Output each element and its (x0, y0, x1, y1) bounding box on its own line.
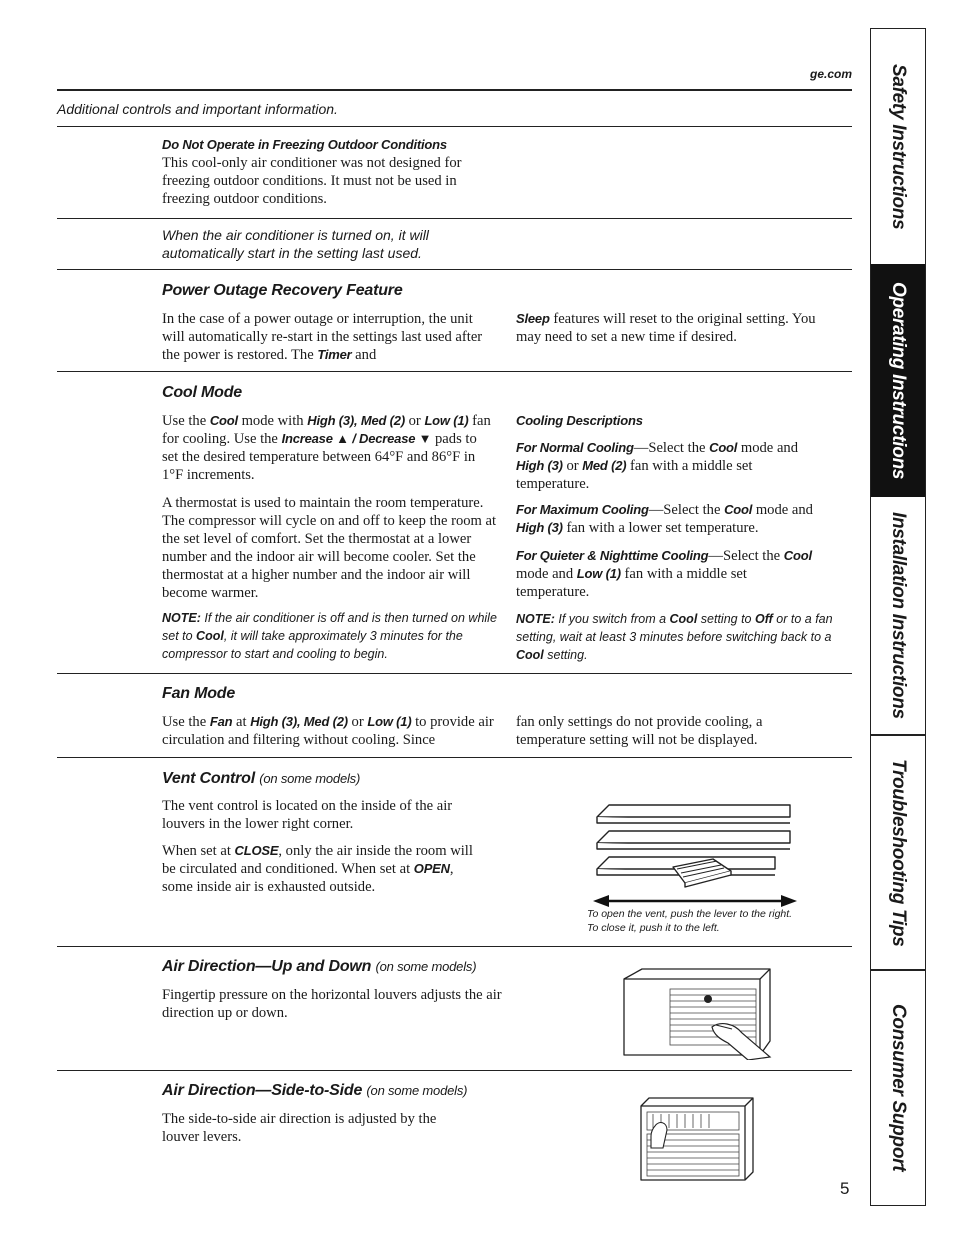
page-number: 5 (840, 1179, 850, 1198)
section-tabs (870, 28, 926, 1206)
cool-p2: A thermostat is used to maintain the room temperature. The compressor will cycle on and off to keep the room at the set level of comfort. Set the thermostat at a lower number and the indoor air will become cooler. Set the thermostat at a higher number and the indoor air will become warmer. (162, 495, 497, 601)
vent-p2: When set at CLOSE, only the air inside the room will be circulated and conditioned. When set at OPEN, some inside air is exhausted outside. (162, 843, 473, 895)
updown-illustration (620, 965, 775, 1060)
power-right-text: Sleep features will reset to the original setting. You may need to set a new time if desired. (516, 311, 816, 345)
rule-fan (57, 757, 852, 758)
power-left-text: In the case of a power outage or interruption, the unit will automatically re-start in the settings last used after the power is restored. The Timer and (162, 311, 483, 363)
vent-caption-open: To open the vent, push the lever to the right. (587, 908, 793, 920)
side-body: The side-to-side air direction is adjusted by the louver levers. (162, 1111, 437, 1145)
cool-title: Cool Mode (162, 384, 242, 401)
header-rule (57, 89, 852, 91)
freezing-section (162, 137, 502, 208)
tab-label: Troubleshooting Tips (888, 758, 909, 947)
intro-rule (57, 126, 852, 127)
site-url: ge.com (809, 67, 852, 81)
tab-troubleshooting-tips[interactable] (871, 736, 925, 969)
side-illustration (637, 1096, 757, 1184)
tab-consumer-support[interactable] (871, 971, 925, 1204)
power-title: Power Outage Recovery Feature (162, 282, 403, 299)
cooling-note: NOTE: If you switch from a Cool setting to Off or to a fan setting, wait at least 3 minutes before switching back to a Cool setting. (516, 612, 833, 662)
cooling-normal: For Normal Cooling—Select the Cool mode and High (3) or Med (2) fan with a middle set temperature. (516, 440, 799, 492)
rule-power (57, 371, 852, 372)
tab-safety-instructions[interactable] (871, 29, 925, 264)
fan-right-text: fan only settings do not provide cooling, a temperature setting will not be displayed. (516, 714, 763, 748)
rule-updown (57, 1070, 852, 1071)
updown-title: Air Direction—Up and Down (on some models) (162, 958, 477, 975)
vent-caption (587, 907, 792, 935)
tab-installation-instructions[interactable] (871, 497, 925, 734)
rule-autostart (57, 269, 852, 270)
cooling-desc-title: Cooling Descriptions (516, 413, 643, 428)
rule-vent (57, 946, 852, 947)
vent-p1: The vent control is located on the inside of the air louvers in the lower right corner. (162, 798, 453, 832)
cool-p1: Use the Cool mode with High (3), Med (2) or Low (1) fan for cooling. Use the Increase ▲ / Decrease ▼ pads to set the desired temperature between 64°F and 86°F in 1°F increments. (162, 413, 491, 483)
updown-body: Fingertip pressure on the horizontal louvers adjusts the air direction up or down. (162, 987, 502, 1021)
cool-note: NOTE: If the air conditioner is off and is then turned on while set to Cool, it will take approximately 3 minutes for the compressor to start and cooling to begin. (162, 611, 497, 661)
vent-lever-illustration (585, 795, 810, 910)
cooling-quiet: For Quieter & Nighttime Cooling—Select the Cool mode and Low (1) fan with a middle set temperature. (516, 548, 812, 600)
vent-title: Vent Control (on some models) (162, 770, 361, 787)
intro-text: Additional controls and important information. (57, 101, 338, 117)
cooling-max: For Maximum Cooling—Select the Cool mode and High (3) fan with a lower set temperature. (516, 502, 813, 536)
rule-freezing (57, 218, 852, 219)
tab-label: Operating Instructions (888, 281, 909, 480)
freezing-title: Do Not Operate in Freezing Outdoor Conditions (162, 137, 447, 152)
vent-caption-close: To close it, push it to the left. (587, 922, 720, 934)
side-title: Air Direction—Side-to-Side (on some models) (162, 1082, 468, 1099)
tab-label: Consumer Support (888, 1003, 909, 1172)
freezing-body: This cool-only air conditioner was not designed for freezing outdoor conditions. It must not be used in freezing outdoor conditions. (162, 155, 462, 207)
rule-cool (57, 673, 852, 674)
tab-label: Installation Instructions (888, 512, 909, 719)
fan-left-text: Use the Fan at High (3), Med (2) or Low (1) to provide air circulation and filtering without cooling. Since (162, 714, 494, 748)
tab-operating-instructions[interactable] (871, 264, 925, 497)
fan-title: Fan Mode (162, 685, 236, 702)
tab-label: Safety Instructions (888, 63, 909, 230)
autostart-note: When the air conditioner is turned on, it will automatically start in the setting last used. (162, 227, 429, 261)
